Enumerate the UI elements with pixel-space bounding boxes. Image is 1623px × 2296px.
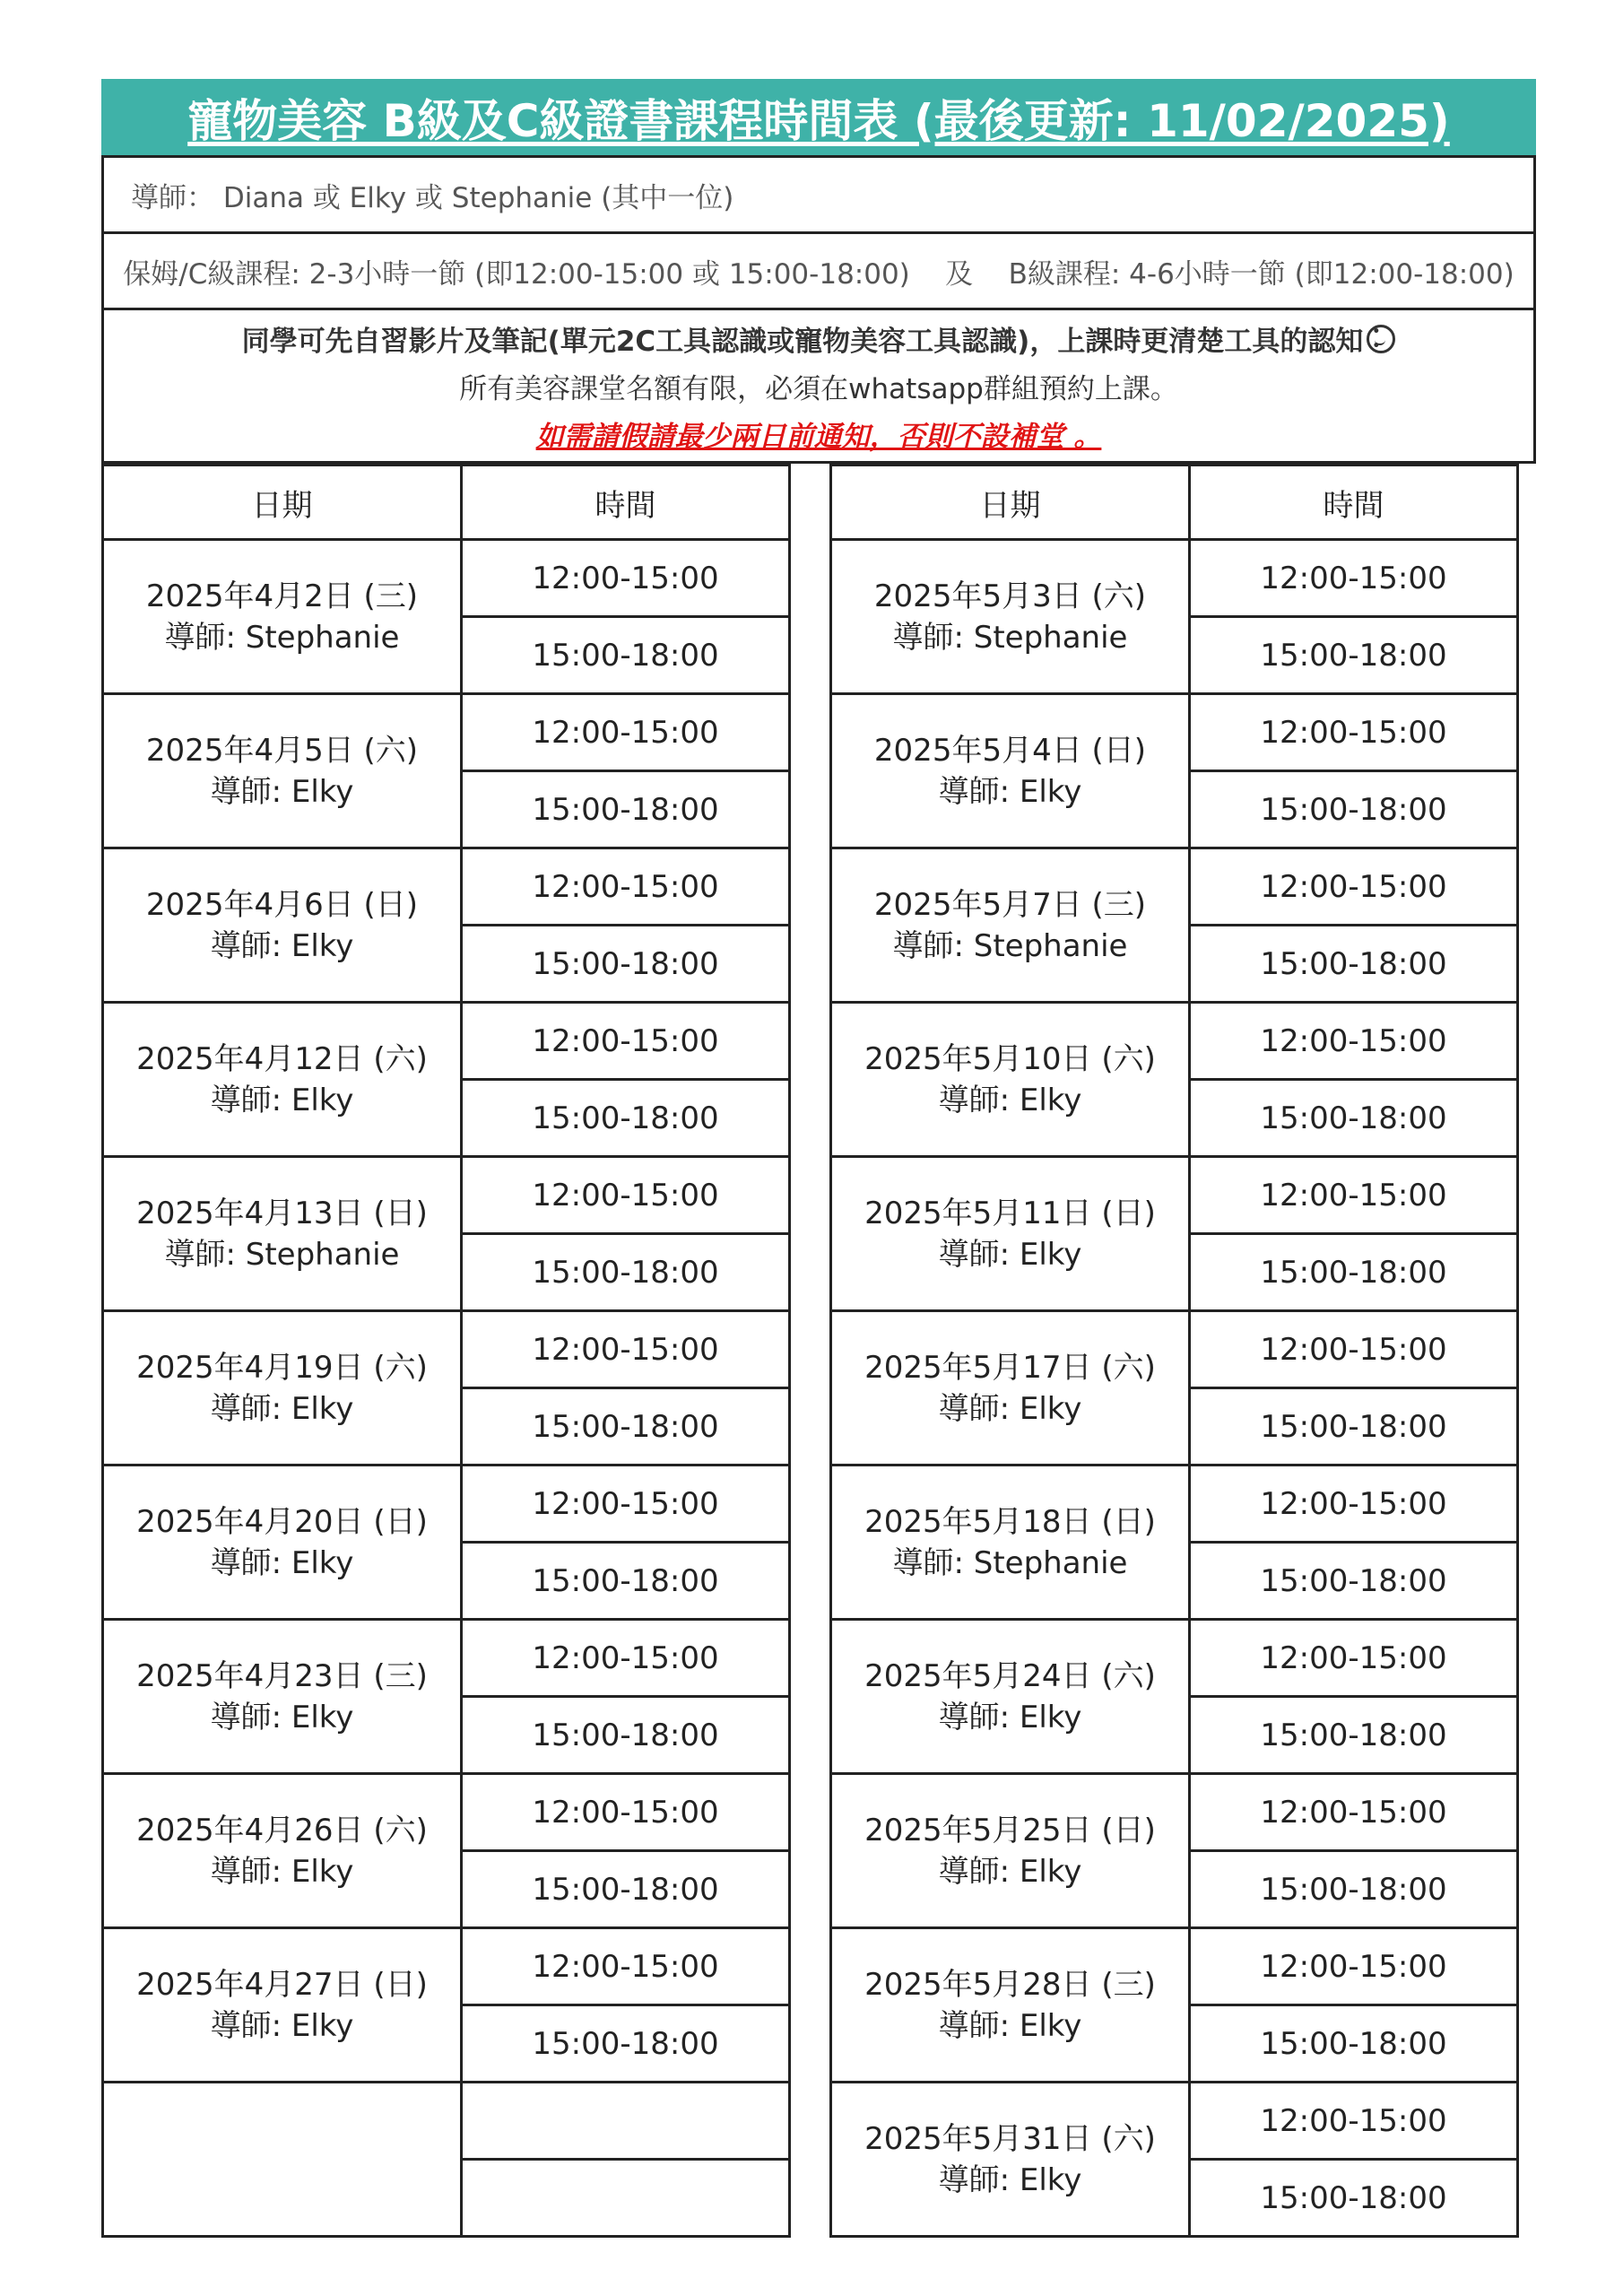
time-slot-cell: 12:00-15:00 <box>462 1774 790 1851</box>
time-slot-cell: 15:00-18:00 <box>1190 1851 1518 1928</box>
time-slot-cell <box>462 2160 790 2237</box>
time-slot-cell: 15:00-18:00 <box>1190 617 1518 694</box>
class-date: 2025年5月7日 (三) <box>873 886 1147 923</box>
time-slot-cell: 15:00-18:00 <box>1190 1234 1518 1311</box>
time-slot-cell <box>462 2083 790 2160</box>
table-row <box>103 694 790 771</box>
table-row <box>831 1157 1518 1234</box>
date-cell <box>831 1003 1190 1157</box>
class-date: 2025年5月18日 (日) <box>864 1503 1156 1540</box>
date-cell <box>831 1928 1190 2083</box>
schedule-table-april <box>101 464 791 2238</box>
class-date: 2025年4月2日 (三) <box>145 578 419 614</box>
class-tutor: 導師: Elky <box>210 1853 354 1890</box>
class-tutor: 導師: Stephanie <box>164 619 400 656</box>
note-line-1 <box>242 318 1396 359</box>
date-cell <box>103 1157 462 1311</box>
class-date: 2025年5月11日 (日) <box>864 1195 1156 1231</box>
time-slot-cell: 12:00-15:00 <box>462 1928 790 2005</box>
class-date: 2025年4月6日 (日) <box>145 886 419 923</box>
time-slot-cell: 12:00-15:00 <box>462 1311 790 1388</box>
smiley-icon <box>1367 325 1395 353</box>
date-cell <box>103 2083 462 2237</box>
table-row <box>103 1620 790 1697</box>
date-header: 日期 <box>103 465 462 540</box>
tutors-row <box>104 155 1533 231</box>
schedule-sheet <box>101 79 1536 2239</box>
date-cell <box>103 848 462 1003</box>
class-tutor: 導師: Elky <box>938 2161 1082 2198</box>
class-tutor: 導師: Elky <box>938 1390 1082 1427</box>
table-row <box>831 1620 1518 1697</box>
date-cell <box>103 1928 462 2083</box>
time-slot-cell: 12:00-15:00 <box>1190 1311 1518 1388</box>
table-row <box>831 1928 1518 2005</box>
class-date: 2025年4月5日 (六) <box>145 732 419 769</box>
time-slot-cell: 15:00-18:00 <box>1190 1080 1518 1157</box>
note-line-3-warning: 如需請假請最少兩日前通知，否則不設補堂 。 <box>535 420 1102 453</box>
class-tutor: 導師: Elky <box>938 1236 1082 1273</box>
table-row <box>831 1465 1518 1543</box>
header-row <box>103 465 790 540</box>
table-row <box>103 2083 790 2160</box>
time-slot-cell: 12:00-15:00 <box>462 1465 790 1543</box>
time-slot-cell: 12:00-15:00 <box>1190 2083 1518 2160</box>
time-slot-cell: 15:00-18:00 <box>462 1234 790 1311</box>
table-row <box>103 1465 790 1543</box>
time-slot-cell: 12:00-15:00 <box>1190 540 1518 617</box>
class-date: 2025年4月13日 (日) <box>136 1195 428 1231</box>
class-date: 2025年5月10日 (六) <box>864 1040 1156 1077</box>
table-row <box>103 1928 790 2005</box>
date-cell <box>831 694 1190 848</box>
time-slot-cell: 15:00-18:00 <box>1190 771 1518 848</box>
table-row <box>831 2083 1518 2160</box>
class-date: 2025年5月4日 (日) <box>873 732 1147 769</box>
course-row <box>104 231 1533 308</box>
table-row <box>103 1311 790 1388</box>
class-tutor: 導師: Elky <box>210 1699 354 1735</box>
table-row <box>103 1003 790 1080</box>
date-cell <box>103 1465 462 1620</box>
date-cell <box>103 694 462 848</box>
class-date: 2025年4月19日 (六) <box>136 1349 428 1386</box>
class-tutor: 導師: Elky <box>210 1390 354 1427</box>
class-date: 2025年4月27日 (日) <box>136 1966 428 2003</box>
table-row <box>103 848 790 926</box>
time-slot-cell: 15:00-18:00 <box>462 771 790 848</box>
table-row <box>103 540 790 617</box>
date-cell <box>831 1620 1190 1774</box>
time-slot-cell: 15:00-18:00 <box>462 1080 790 1157</box>
class-date: 2025年5月17日 (六) <box>864 1349 1156 1386</box>
class-tutor: 導師: Elky <box>210 927 354 964</box>
date-cell <box>831 1465 1190 1620</box>
schedule-table-may <box>829 464 1519 2238</box>
class-date: 2025年5月28日 (三) <box>864 1966 1156 2003</box>
date-cell <box>831 540 1190 694</box>
table-row <box>831 1003 1518 1080</box>
info-box <box>101 155 1536 464</box>
class-tutor: 導師: Stephanie <box>164 1236 400 1273</box>
time-slot-cell: 12:00-15:00 <box>1190 848 1518 926</box>
class-tutor: 導師: Elky <box>938 773 1082 810</box>
date-cell <box>103 1311 462 1465</box>
header-row <box>831 465 1518 540</box>
time-slot-cell: 15:00-18:00 <box>1190 926 1518 1003</box>
date-cell <box>103 540 462 694</box>
class-date: 2025年4月26日 (六) <box>136 1812 428 1848</box>
class-tutor: 導師: Stephanie <box>892 1544 1128 1581</box>
time-slot-cell: 12:00-15:00 <box>462 694 790 771</box>
note-line-2: 所有美容課堂名額有限，必須在whatsapp群組預約上課。 <box>459 372 1178 405</box>
time-slot-cell: 15:00-18:00 <box>462 1697 790 1774</box>
date-cell <box>103 1003 462 1157</box>
date-cell <box>831 2083 1190 2237</box>
class-tutor: 導師: Elky <box>938 1699 1082 1735</box>
time-slot-cell: 12:00-15:00 <box>1190 1465 1518 1543</box>
time-slot-cell: 12:00-15:00 <box>462 540 790 617</box>
class-tutor: 導師: Elky <box>938 1853 1082 1890</box>
time-slot-cell: 15:00-18:00 <box>1190 2160 1518 2237</box>
time-header: 時間 <box>462 465 790 540</box>
class-tutor: 導師: Elky <box>210 773 354 810</box>
time-slot-cell: 15:00-18:00 <box>1190 1388 1518 1465</box>
class-date: 2025年5月25日 (日) <box>864 1812 1156 1848</box>
date-cell <box>831 1157 1190 1311</box>
class-tutor: 導師: Stephanie <box>892 927 1128 964</box>
time-header: 時間 <box>1190 465 1518 540</box>
date-cell <box>103 1620 462 1774</box>
time-slot-cell: 12:00-15:00 <box>1190 1003 1518 1080</box>
table-row <box>103 1774 790 1851</box>
time-slot-cell: 12:00-15:00 <box>1190 1157 1518 1234</box>
table-row <box>831 848 1518 926</box>
time-slot-cell: 15:00-18:00 <box>462 1543 790 1620</box>
date-header: 日期 <box>831 465 1190 540</box>
class-date: 2025年4月12日 (六) <box>136 1040 428 1077</box>
note-line-1-text: 同學可先自習影片及筆記(單元2C工具認識或寵物美容工具認識)，上課時更清楚工具的認知 <box>241 325 1364 358</box>
date-cell <box>831 1311 1190 1465</box>
date-cell <box>103 1774 462 1928</box>
time-slot-cell: 15:00-18:00 <box>462 926 790 1003</box>
time-slot-cell: 12:00-15:00 <box>1190 1928 1518 2005</box>
time-slot-cell: 12:00-15:00 <box>462 1620 790 1697</box>
time-slot-cell: 12:00-15:00 <box>1190 694 1518 771</box>
notes-row <box>104 308 1533 461</box>
class-tutor: 導師: Elky <box>938 2007 1082 2044</box>
time-slot-cell: 15:00-18:00 <box>462 1851 790 1928</box>
table-row <box>831 540 1518 617</box>
table-row <box>831 1774 1518 1851</box>
date-cell <box>831 1774 1190 1928</box>
class-date: 2025年4月20日 (日) <box>136 1503 428 1540</box>
class-date: 2025年5月31日 (六) <box>864 2120 1156 2157</box>
class-tutor: 導師: Elky <box>210 2007 354 2044</box>
time-slot-cell: 15:00-18:00 <box>462 2005 790 2083</box>
class-tutor: 導師: Elky <box>210 1082 354 1118</box>
class-date: 2025年4月23日 (三) <box>136 1657 428 1694</box>
page-title: 寵物美容 B級及C級證書課程時間表 (最後更新: 11/02/2025) <box>101 79 1536 155</box>
tutors-text: 導師： Diana 或 Elky 或 Stephanie (其中一位) <box>131 181 734 214</box>
time-slot-cell: 15:00-18:00 <box>462 617 790 694</box>
date-cell <box>831 848 1190 1003</box>
course-text: 保姆/C級課程: 2-3小時一節 (即12:00-15:00 或 15:00-18:00) 及 B級課程: 4-6小時一節 (即12:00-18:00) <box>123 257 1515 291</box>
time-slot-cell: 15:00-18:00 <box>1190 2005 1518 2083</box>
time-slot-cell: 12:00-15:00 <box>462 1003 790 1080</box>
table-row <box>103 1157 790 1234</box>
time-slot-cell: 15:00-18:00 <box>1190 1543 1518 1620</box>
table-row <box>831 1311 1518 1388</box>
class-tutor: 導師: Stephanie <box>892 619 1128 656</box>
time-slot-cell: 12:00-15:00 <box>462 1157 790 1234</box>
time-slot-cell: 12:00-15:00 <box>462 848 790 926</box>
class-date: 2025年5月24日 (六) <box>864 1657 1156 1694</box>
class-tutor: 導師: Elky <box>210 1544 354 1581</box>
schedule-tables <box>101 464 1536 2239</box>
time-slot-cell: 15:00-18:00 <box>1190 1697 1518 1774</box>
time-slot-cell: 12:00-15:00 <box>1190 1620 1518 1697</box>
class-tutor: 導師: Elky <box>938 1082 1082 1118</box>
table-row <box>831 694 1518 771</box>
class-date: 2025年5月3日 (六) <box>873 578 1147 614</box>
time-slot-cell: 12:00-15:00 <box>1190 1774 1518 1851</box>
time-slot-cell: 15:00-18:00 <box>462 1388 790 1465</box>
